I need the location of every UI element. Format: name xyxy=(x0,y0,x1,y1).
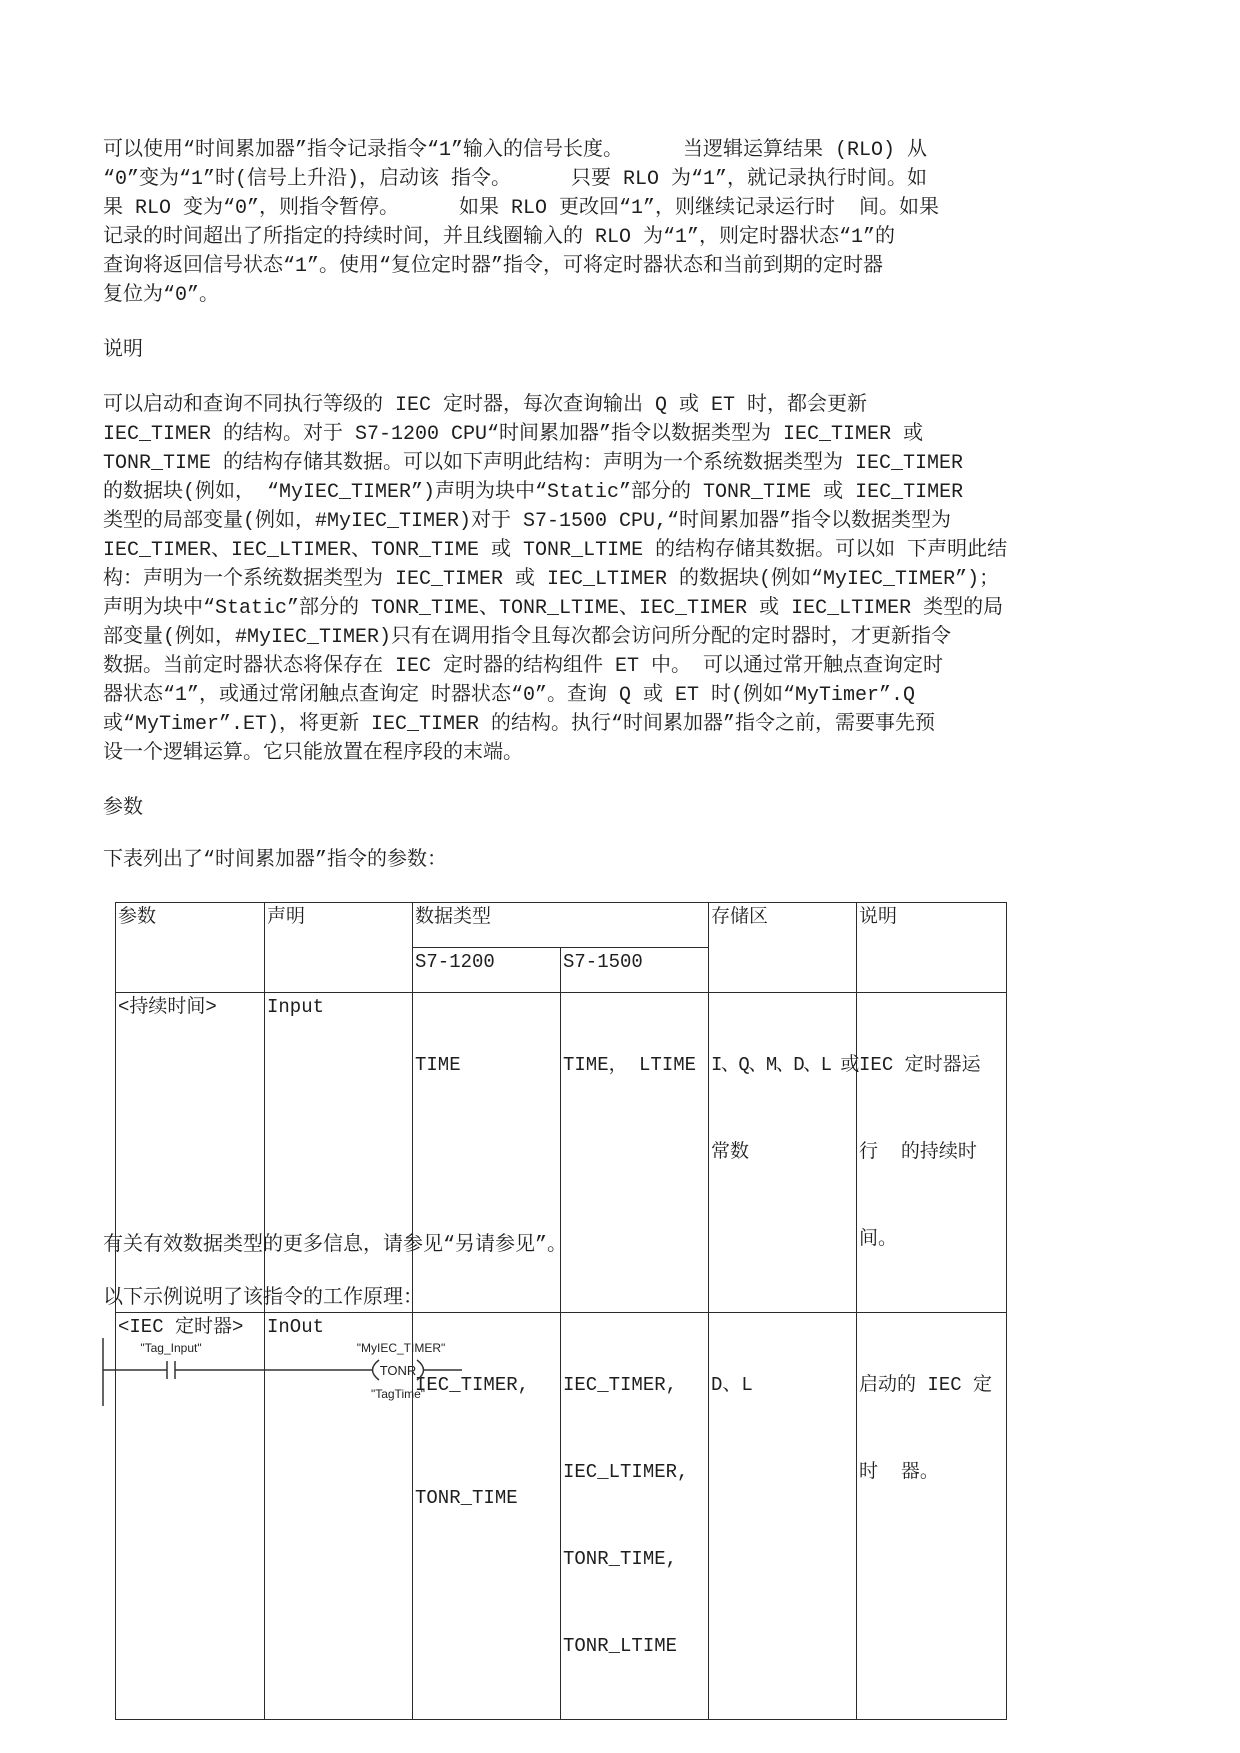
cell-param: <IEC 定时器> xyxy=(116,1313,265,1720)
cell-line: TONR_TIME xyxy=(415,1487,518,1509)
timer-instance-label: "MyIEC_TIMER" xyxy=(356,1341,446,1355)
cell-s7-1500 xyxy=(561,993,709,1313)
header-description: 说明 xyxy=(857,903,1007,993)
note-line: 设一个逻辑运算。它只能放置在程序段的末端。 xyxy=(103,742,523,765)
note-line: 的数据块(例如， “MyIEC_TIMER”)声明为块中“Static”部分的 TONR_TIME 或 IEC_TIMER xyxy=(103,481,964,504)
intro-line: 复位为“0”。 xyxy=(103,284,220,307)
cell-line: D、L xyxy=(711,1374,753,1396)
cell-memory-area xyxy=(709,1313,857,1720)
cell-line: 启动的 IEC 定 xyxy=(859,1374,993,1396)
header-declaration: 声明 xyxy=(265,903,413,993)
intro-line: 果 RLO 变为“0”，则指令暂停。 如果 RLO 更改回“1”，则继续记录运行时 间。如果 xyxy=(103,197,940,220)
ladder-diagram xyxy=(95,1330,495,1420)
note-line: 构：声明为一个系统数据类型为 IEC_TIMER 或 IEC_LTIMER 的数据块(例如“MyIEC_TIMER”)； xyxy=(103,568,1000,591)
note-line: TONR_TIME 的结构存储其数据。可以如下声明此结构：声明为一个系统数据类型为 IEC_TIMER xyxy=(103,452,964,475)
cell-s7-1500 xyxy=(561,1313,709,1720)
note-line: 部变量(例如，#MyIEC_TIMER)只有在调用指令且每次都会访问所分配的定时器时，才更新指令 xyxy=(103,626,952,649)
time-operand-label: "TagTime" xyxy=(370,1387,426,1401)
cell-declaration: InOut xyxy=(265,1313,413,1720)
coil-type-label: TONR xyxy=(379,1363,417,1378)
cell-line: 间。 xyxy=(859,1228,898,1250)
cell-line: IEC 定时器运 xyxy=(859,1054,981,1076)
coil-left-arc xyxy=(373,1360,380,1380)
cell-line: IEC_TIMER, xyxy=(563,1374,678,1396)
header-param: 参数 xyxy=(116,903,265,993)
note-line: 可以启动和查询不同执行等级的 IEC 定时器，每次查询输出 Q 或 ET 时，都会更新 xyxy=(103,394,868,417)
table-intro-text: 下表列出了“时间累加器”指令的参数： xyxy=(103,849,448,872)
intro-line: 记录的时间超出了所指定的持续时间，并且线圈输入的 RLO 为“1”，则定时器状态“1”的 xyxy=(103,226,896,249)
cell-line: TONR_LTIME xyxy=(563,1635,678,1657)
params-heading: 参数 xyxy=(103,797,143,820)
coil-right-arc xyxy=(417,1360,424,1380)
cell-line: TIME xyxy=(415,1054,461,1076)
cell-memory-area xyxy=(709,993,857,1313)
intro-line: 可以使用“时间累加器”指令记录指令“1”输入的信号长度。 当逻辑运算结果 (RLO) 从 xyxy=(103,139,928,162)
note-heading: 说明 xyxy=(103,339,143,362)
note-line: IEC_TIMER、IEC_LTIMER、TONR_TIME 或 TONR_LTIME 的结构存储其数据。可以如 下声明此结 xyxy=(103,539,1008,562)
cell-line: TIME， LTIME xyxy=(563,1054,697,1076)
example-intro-text: 以下示例说明了该指令的工作原理： xyxy=(103,1287,423,1310)
cell-declaration: Input xyxy=(265,993,413,1313)
header-memory-area: 存储区 xyxy=(709,903,857,993)
note-line: 或“MyTimer”.ET)，将更新 IEC_TIMER 的结构。执行“时间累加器”指令之前，需要事先预 xyxy=(103,713,936,736)
intro-paragraph xyxy=(103,136,1023,310)
table-row xyxy=(116,993,1007,1313)
cell-line: I、Q、M、D、L 或 xyxy=(711,1054,858,1076)
note-paragraph xyxy=(103,391,1023,768)
cell-line: IEC_TIMER, xyxy=(415,1374,530,1396)
note-line: IEC_TIMER 的结构。对于 S7-1200 CPU“时间累加器”指令以数据类型为 IEC_TIMER 或 xyxy=(103,423,924,446)
cell-description xyxy=(857,993,1007,1313)
cell-line: IEC_LTIMER, xyxy=(563,1461,689,1483)
cell-line: TONR_TIME, xyxy=(563,1548,678,1570)
cell-param: <持续时间> xyxy=(116,993,265,1313)
intro-line: 查询将返回信号状态“1”。使用“复位定时器”指令，可将定时器状态和当前到期的定时器 xyxy=(103,255,884,278)
cell-description xyxy=(857,1313,1007,1720)
header-s7-1200: S7-1200 xyxy=(413,948,561,993)
note-line: 器状态“1”，或通过常闭触点查询定 时器状态“0”。查询 Q 或 ET 时(例如“MyTimer”.Q xyxy=(103,684,916,707)
header-s7-1500: S7-1500 xyxy=(561,948,709,993)
header-data-type: 数据类型 xyxy=(413,903,709,948)
cell-line: 常数 xyxy=(711,1141,750,1163)
note-line: 数据。当前定时器状态将保存在 IEC 定时器的结构组件 ET 中。 可以通过常开触点查询定时 xyxy=(103,655,944,678)
cell-line: 行 的持续时 xyxy=(859,1141,977,1163)
intro-line: “0”变为“1”时(信号上升沿)，启动该 指令。 只要 RLO 为“1”，就记录执行时间。如 xyxy=(103,168,928,191)
cell-s7-1200 xyxy=(413,993,561,1313)
contact-operand-label: "Tag_Input" xyxy=(140,1341,202,1355)
note-line: 声明为块中“Static”部分的 TONR_TIME、TONR_LTIME、IEC_TIMER 或 IEC_LTIMER 类型的局 xyxy=(103,597,1004,620)
table-header-row xyxy=(116,903,1007,948)
note-line: 类型的局部变量(例如，#MyIEC_TIMER)对于 S7-1500 CPU,“时间累加器”指令以数据类型为 xyxy=(103,510,952,533)
cell-line: 时 器。 xyxy=(859,1461,939,1483)
see-also-text: 有关有效数据类型的更多信息，请参见“另请参见”。 xyxy=(103,1234,568,1257)
